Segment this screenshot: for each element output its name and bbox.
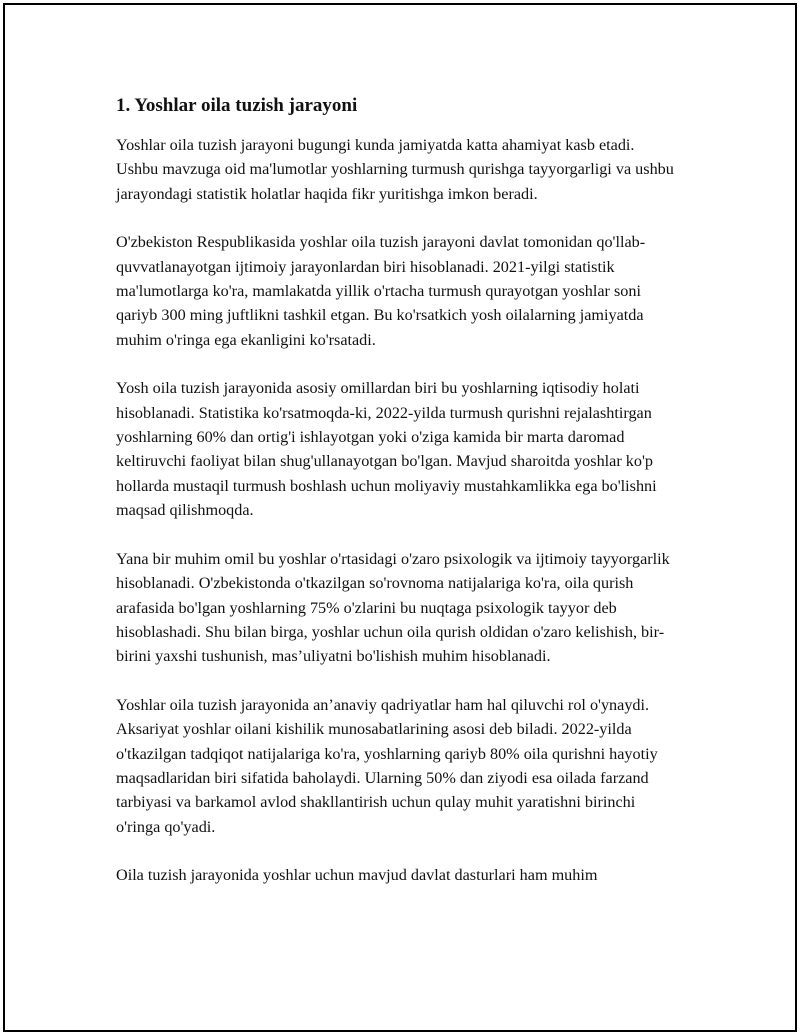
document-body xyxy=(116,93,676,912)
paragraph-1: Yoshlar oila tuzish jarayoni bugungi kunda jamiyatda katta ahamiyat kasb etadi. Ushbu mavzuga oid ma'lumotlar yoshlarning turmush qurishga tayyorgarligi va ushbu jarayondagi statistik holatlar haqida fikr yuritishga imkon beradi. xyxy=(116,136,674,203)
paragraph-2: O'zbekiston Respublikasida yoshlar oila tuzish jarayoni davlat tomonidan qo'llab-quvvatlanayotgan ijtimoiy jarayonlardan biri hisoblanadi. 2021-yilgi statistik ma'lumotlarga ko'ra, mamlakatda yillik o'rtacha turmush qurayotgan yoshlar soni qariyb 300 ming juftlikni tashkil etgan. Bu ko'rsatkich yosh oilalarning jamiyatda muhim o'ringa ega ekanligini ko'rsatadi. xyxy=(116,233,646,349)
paragraph-3: Yosh oila tuzish jarayonida asosiy omillardan biri bu yoshlarning iqtisodiy holati hisoblanadi. Statistika ko'rsatmoqda-ki, 2022-yilda turmush qurishni rejalashtirgan yoshlarning 60% dan ortig'i ishlayotgan yoki o'ziga kamida bir marta daromad keltiruvchi faoliyat bilan shug'ullanayotgan bo'lgan. Mavjud sharoitda yoshlar ko'p hollarda mustaqil turmush boshlash uchun moliyaviy mustahkamlikka ega bo'lishni maqsad qilishmoqda. xyxy=(116,379,657,520)
paragraph-4: Yana bir muhim omil bu yoshlar o'rtasidagi o'zaro psixologik va ijtimoiy tayyorgarlik hisoblanadi. O'zbekistonda o'tkazilgan so'rovnoma natijalariga ko'ra, oila qurish arafasida bo'lgan yoshlarning 75% o'zlarini bu nuqtaga psixologik tayyor deb hisoblashadi. Shu bilan birga, yoshlar uchun oila qurish oldidan o'zaro kelishish, bir-birini yaxshi tushunish, mas’uliyatni bo'lishish muhim hisoblanadi. xyxy=(116,549,670,666)
paragraph-6: Oila tuzish jarayonida yoshlar uchun mavjud davlat dasturlari ham muhim xyxy=(116,866,598,885)
section-heading: 1. Yoshlar oila tuzish jarayoni xyxy=(116,95,358,116)
paragraph-5: Yoshlar oila tuzish jarayonida an’anaviy qadriyatlar ham hal qiluvchi rol o'ynaydi. Aksariyat yoshlar oilani kishilik munosabatlarining asosi deb biladi. 2022-yilda o'tkazilgan tadqiqot natijalariga ko'ra, yoshlarning qariyb 80% oila qurishni hayotiy maqsadlaridan biri sifatida baholaydi. Ularning 50% dan ziyodi esa oilada farzand tarbiyasi va barkamol avlod shakllantirish uchun qulay muhit yaratishni birinchi o'ringa qo'yadi. xyxy=(116,695,658,836)
